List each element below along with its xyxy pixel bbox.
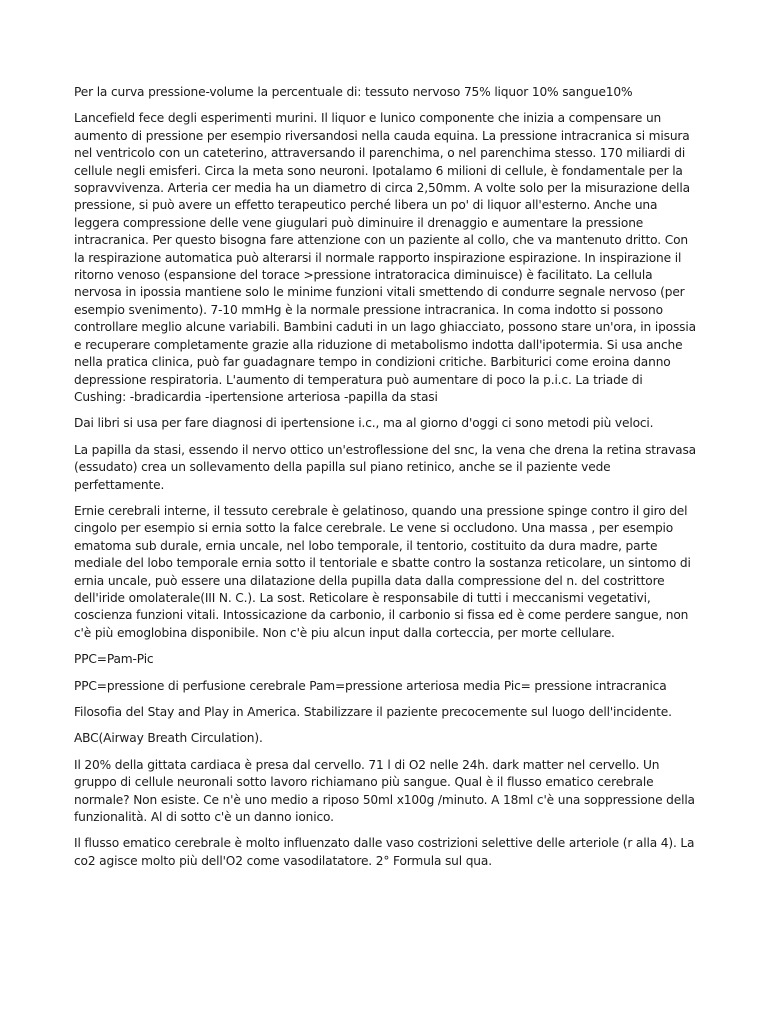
paragraph-cerebral-blood-flow: Il 20% della gittata cardiaca è presa dal cervello. 71 l di O2 nelle 24h. dark matter nel cervello. Un gruppo di cellule neuronali sotto lavoro richiamano più sangue. Qual è il flusso ematico cerebrale normale? Non esiste. Ce n'è uno medio a riposo 50ml x100g /minuto. A 18ml c'è una soppressione della funzionalità. Al di sotto c'è un danno ionico. bbox=[74, 757, 695, 825]
paragraph-pressure-volume-curve: Per la curva pressione-volume la percentuale di: tessuto nervoso 75% liquor 10% sangue10% bbox=[74, 85, 633, 99]
paragraph-stay-and-play: Filosofia del Stay and Play in America. Stabilizzare il paziente precocemente sul luogo dell'incidente. bbox=[74, 705, 672, 719]
paragraph-diagnosis-methods: Dai libri si usa per fare diagnosi di ipertensione i.c., ma al giorno d'oggi ci sono metodi più veloci. bbox=[74, 416, 654, 431]
paragraph-cerebral-hernias: Ernie cerebrali interne, il tessuto cerebrale è gelatinoso, quando una pressione spinge contro il giro del cingolo per esempio si ernia sotto la falce cerebrale. Le vene si occludono. Una massa , per esempio ematoma sub durale, ernia uncale, nel lobo temporale, il tentorio, costituito da dura madre, parte mediale del lobo temporale ernia sotto il tentoriale e sbatte contro la sostanza reticolare, un sintomo di ernia uncale, può essere una dilatazione della pupilla data dalla compressione del n. del costrittore dell'iride omolaterale(III N. C.). La sost. Reticolare è responsabile di tutti i meccanismi vegetativi, coscienza funzioni vitali. Intossicazione da carbonio, il carbonio si fissa ed è come perdere sangue, non c'è più emoglobina disponibile. Non c'è piu alcun input dalla corteccia, per morte cellulare. bbox=[74, 503, 691, 640]
paragraph-vasoconstriction: Il flusso ematico cerebrale è molto influenzato dalle vaso costrizioni selettive delle arteriole (r alla 4). La co2 agisce molto più dell'O2 come vasodilatatore. 2° Formula sul qua. bbox=[74, 836, 695, 868]
paragraph-lancefield-experiments: Lancefield fece degli esperimenti murini. Il liquor e lunico componente che inizia a compensare un aumento di pressione per esempio riversandosi nella cauda equina. La pressione intracranica si misura nel ventricolo con un cateterino, attraversando il parenchima, o nel parenchima stesso. 170 miliardi di cellule negli emisferi. Circa la meta sono neuroni. Ipotalamo 6 milioni di cellule, è fondamentale per la sopravvivenza. Arteria cer media ha un diametro di circa 2,50mm. A volte solo per la misurazione della pressione, si può avere un effetto terapeutico perché libera un po' di liquor all'esterno. Anche una leggera compressione delle vene giugulari può diminuire il drenaggio e aumentare la pressione intracranica. Per questo bisogna fare attenzione con un paziente al collo, che va mantenuto dritto. Con la respirazione automatica può alterarsi il normale rapporto inspirazione espirazione. In inspirazione il ritorno venoso (espansione del torace >pressione intratoracica diminuisce) è facilitato. La cellula nervosa in ipossia mantiene solo le minime funzioni vitali smettendo di condurre segnale nervoso (per esempio svenimento). 7-10 mmHg è la normale pressione intracranica. In coma indotto si possono controllare meglio alcune variabili. Bambini caduti in un lago ghiacciato, possono stare un'ora, in ipossia e recuperare completamente grazie alla riduzione di metabolismo indotta dall'ipotermia. Si usa anche nella pratica clinica, può far guadagnare tempo in condizioni critiche. Barbiturici come eroina danno depressione respiratoria. L'aumento di temperatura può aumentare di poco la p.i.c. La triade di Cushing: -bradicardia -ipertensione arteriosa -papilla da stasi bbox=[74, 111, 696, 404]
document-body bbox=[74, 84, 696, 879]
paragraph-ppc-formula: PPC=Pam-Pic bbox=[74, 652, 154, 667]
paragraph-papilla-stasis: La papilla da stasi, essendo il nervo ottico un'estroflessione del snc, la vena che drena la retina stravasa (essudato) crea un sollevamento della papilla sul piano retinico, anche se il paziente vede perfettamente. bbox=[74, 442, 696, 492]
paragraph-ppc-definition: PPC=pressione di perfusione cerebrale Pam=pressione arteriosa media Pic= pressione intracranica bbox=[74, 678, 667, 693]
paragraph-abc: ABC(Airway Breath Circulation). bbox=[74, 731, 263, 746]
